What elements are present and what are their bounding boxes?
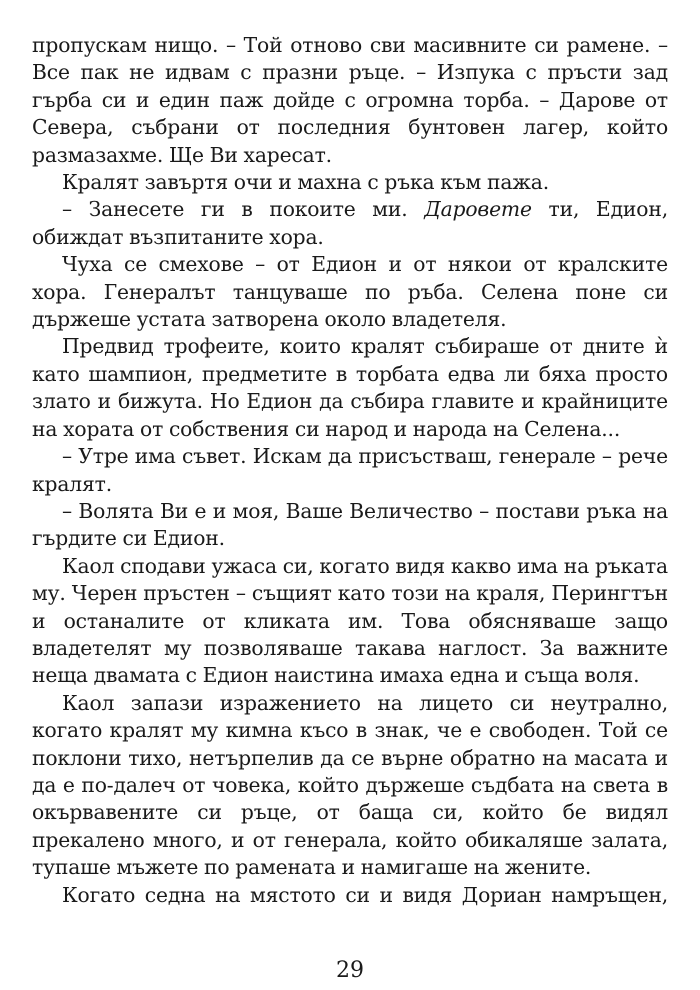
text-line: защо владетелят му позволяваше такава наглост. За bbox=[32, 608, 668, 660]
paragraph-10 bbox=[32, 882, 668, 909]
text-line: пропускам нищо. – Той отново сви масивните си рамене. bbox=[32, 33, 651, 57]
text-line: Перингтън и останалите от кликата им. Това обясняваше bbox=[32, 581, 669, 633]
text-line: Каол сподави ужаса си, когато видя какво има на bbox=[62, 553, 590, 578]
text-line: Чуха се смехове – от Едион и от някои от кралските bbox=[62, 252, 668, 277]
paragraph-4 bbox=[32, 251, 668, 333]
text-line: Предвид трофеите, които кралят събираше от дните ѝ bbox=[62, 334, 668, 359]
text-line: и да е по-далеч от човека, който държеше съдбата на bbox=[32, 745, 668, 797]
text-line: Севера, събрани от последния бунтовен лагер, който bbox=[32, 115, 668, 140]
paragraph-1 bbox=[32, 32, 668, 169]
body-text bbox=[32, 32, 668, 909]
text-line: Кралят завъртя очи и махна с ръка към пажа. bbox=[62, 170, 550, 195]
text-line: прекалено много, и от генерала, който обикаляше залата, bbox=[32, 827, 668, 852]
paragraph-7 bbox=[32, 498, 668, 553]
text-line: тупаше мъжете по рамената и намигаше на жените. bbox=[32, 855, 592, 880]
text-line: Каол запази изражението на лицето си неутрално, bbox=[62, 690, 668, 715]
paragraph-9 bbox=[32, 690, 668, 882]
text-line: – Утре има съвет. Искам да присъстваш, генерале – bbox=[62, 444, 612, 469]
text-line: важните неща двамата с Едион наистина имаха една и bbox=[32, 635, 668, 688]
text-line: на гърдите си Едион. bbox=[32, 498, 669, 551]
text-line: като шампион, предметите в торбата едва ли бяха просто bbox=[32, 361, 668, 386]
text-line: – Все пак не идвам с празни ръце. – Изпука с пръсти зад bbox=[32, 33, 669, 85]
paragraph-3 bbox=[32, 196, 668, 251]
text-line: – Волята Ви е и моя, Ваше Величество – постави ръка bbox=[62, 498, 637, 523]
page-number: 29 bbox=[336, 958, 364, 983]
text-line: ръката му. Черен пръстен – същият като този на краля, bbox=[32, 553, 669, 606]
text-line: света в окървавените си ръце, от баща си, който бе видял bbox=[32, 772, 669, 825]
italic-word: Даровете bbox=[424, 197, 532, 222]
text-line: държеше устата затворена около владетеля. bbox=[32, 307, 507, 332]
paragraph-8 bbox=[32, 553, 668, 690]
text-line: крайниците на хората от собствения си народ и народа на bbox=[32, 389, 668, 441]
text-line: злато и бижута. Но Едион да събира главите и bbox=[32, 389, 535, 414]
text-line: гърба си и един паж дойде с огромна торба. – Дарове от bbox=[32, 87, 668, 112]
paragraph-2 bbox=[32, 169, 668, 196]
text-line: Когато седна на мястото си и видя Дориан намръщен, bbox=[62, 882, 668, 907]
text-line: когато кралят му кимна късо в знак, че е свободен. Той се bbox=[32, 718, 668, 743]
text-line: – Занесете ги в покоите ми. bbox=[62, 197, 408, 222]
text-line: обиждат възпитаните хора. bbox=[32, 224, 324, 249]
text-line: хора. Генералът танцуваше по ръба. Селена поне си bbox=[32, 279, 668, 304]
paragraph-6 bbox=[32, 443, 668, 498]
text-line: съща воля. bbox=[524, 663, 640, 688]
text-line: ти, Едион, bbox=[548, 197, 669, 222]
paragraph-5 bbox=[32, 333, 668, 443]
text-line: Селена... bbox=[524, 416, 621, 441]
text-line: поклони тихо, нетърпелив да се върне обратно на масата bbox=[32, 745, 648, 770]
text-line: размазахме. Ще Ви харесат. bbox=[32, 142, 332, 167]
text-line: рече кралят. bbox=[32, 444, 668, 496]
